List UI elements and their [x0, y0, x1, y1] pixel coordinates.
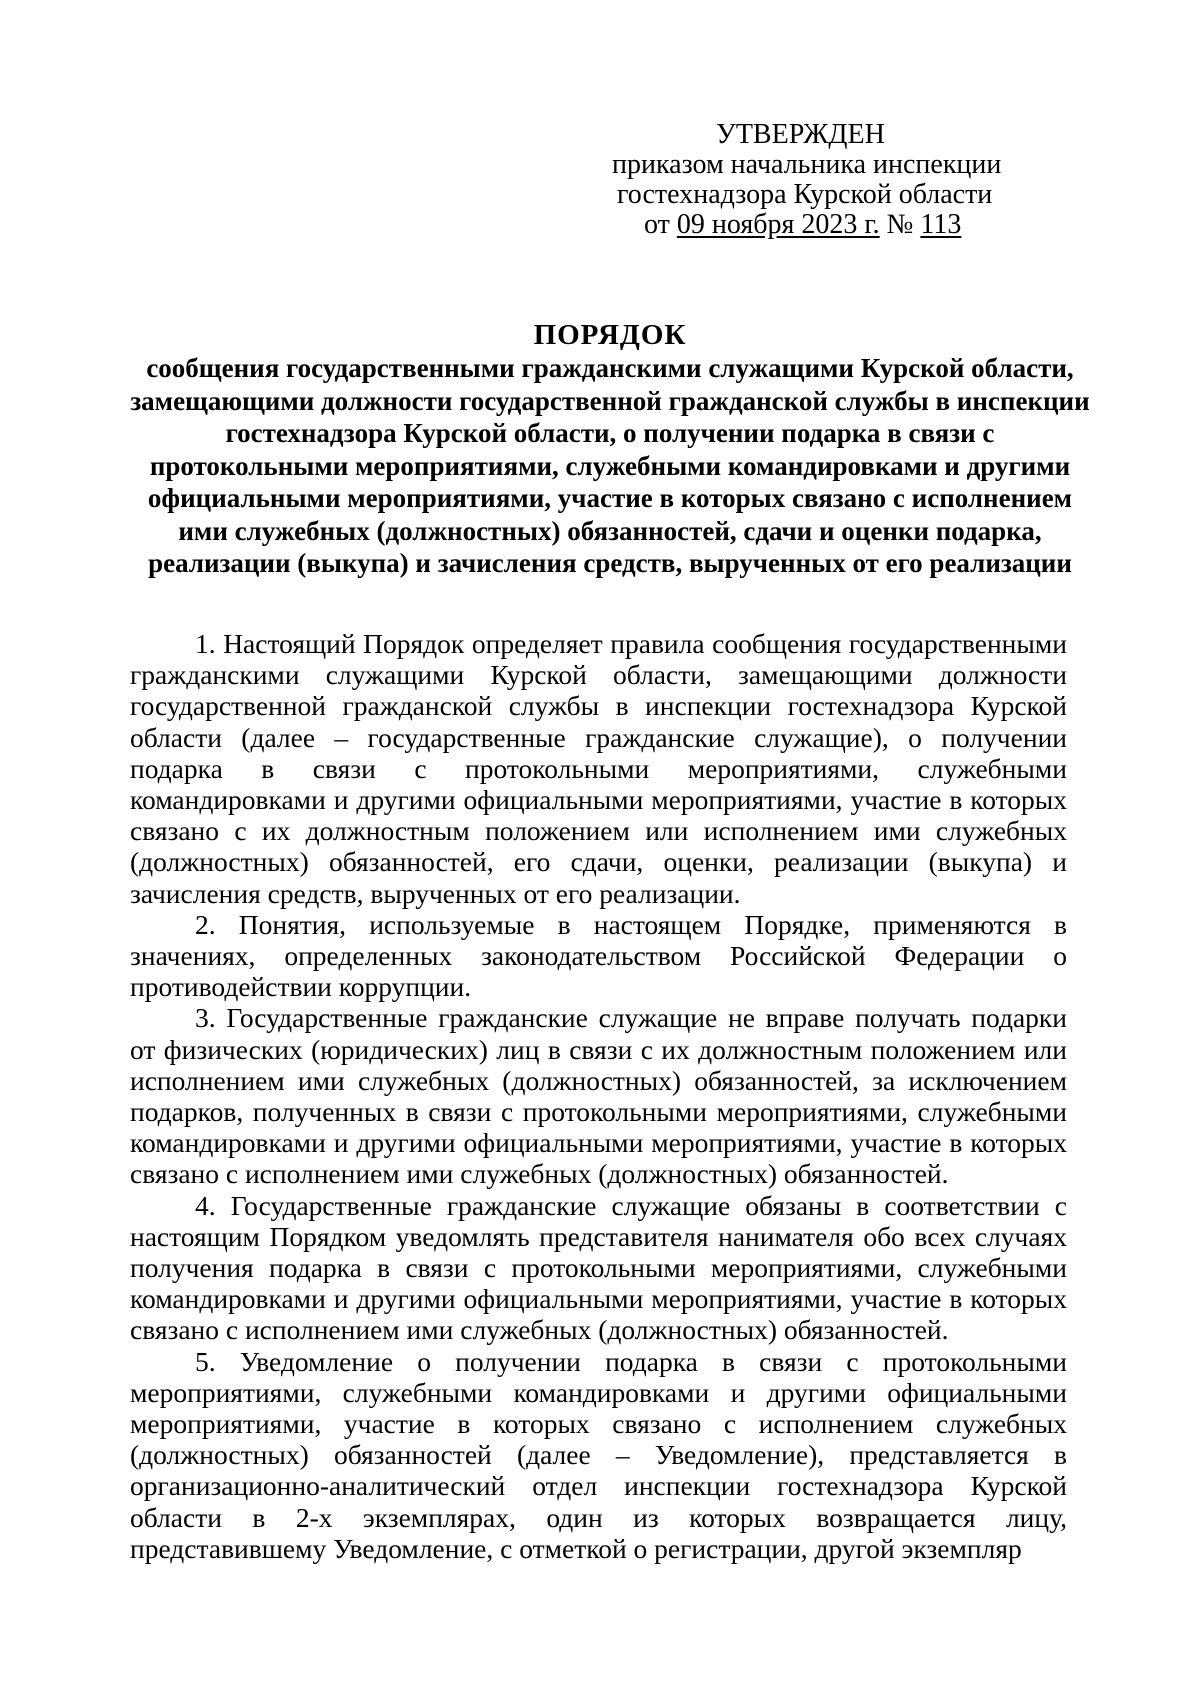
paragraph-4: 4. Государственные гражданские служащие обязаны в соответствии с настоящим Порядком уведомлять представителя нанимателя обо всех случаях получения подарка в связи с протокольными мероприятиями, служебными командировками и другими официальными мероприятиями, участие в которых связано с исполнением ими служебных (должностных) обязанностей.: [130, 1189, 1067, 1346]
approval-heading: УТВЕРЖДЕН: [716, 119, 885, 150]
document-body: [130, 628, 1067, 1564]
approval-number: 113: [920, 209, 962, 240]
approval-date: 09 ноября 2023 г.: [676, 209, 880, 240]
approval-date-prefix: от: [644, 209, 670, 240]
approval-date-line: [644, 208, 961, 242]
paragraph-3: 3. Государственные гражданские служащие не вправе получать подарки от физических (юридических) лиц в связи с их должностным положением или исполнением ими служебных (должностных) обязанностей, за исключением подарков, полученных в связи с протокольными мероприятиями, служебными командировками и другими официальными мероприятиями, участие в которых связано с исполнением ими служебных (должностных) обязанностей.: [130, 1002, 1067, 1190]
approval-line-2: гостехнадзора Курской области: [617, 179, 993, 210]
paragraph-1: 1. Настоящий Порядок определяет правила сообщения государственными гражданскими служащими Курской области, замещающими должности государственной гражданской службы в инспекции гостехнадзора Курской области (далее – государственные гражданские служащие), о получении подарка в связи с протокольными мероприятиями, служебными командировками и другими официальными мероприятиями, участие в которых связано с их должностным положением или исполнением ими служебных (должностных) обязанностей, его сдачи, оценки, реализации (выкупа) и зачисления средств, вырученных от его реализации.: [130, 628, 1067, 909]
paragraph-2: 2. Понятия, используемые в настоящем Порядке, применяются в значениях, определенных законодательством Российской Федерации о противодействии коррупции.: [130, 908, 1067, 1003]
document-subtitle: сообщения государственными гражданскими служащими Курской области, замещающими должности государственной гражданской службы в инспекции гостехнадзора Курской области, о получении подарка в связи с протокольными мероприятиями, служебными командировками и другими официальными мероприятиями, участие в которых связано с исполнением ими служебных (должностных) обязанностей, сдачи и оценки подарка, реализации (выкупа) и зачисления средств, вырученных от его реализации: [130, 353, 1090, 578]
document-title-block: [130, 318, 1090, 580]
approval-number-sign: №: [886, 209, 914, 240]
paragraph-5: 5. Уведомление о получении подарка в связи с протокольными мероприятиями, служебными командировками и другими официальными мероприятиями, участие в которых связано с исполнением служебных (должностных) обязанностей (далее – Уведомление), представляется в организационно-аналитический отдел инспекции гостехнадзора Курской области в 2-х экземплярах, один из которых возвращается лицу, представившему Уведомление, с отметкой о регистрации, другой экземпляр: [130, 1345, 1067, 1564]
approval-line-1: приказом начальника инспекции: [612, 149, 1002, 180]
document-title: ПОРЯДОК: [533, 319, 687, 351]
